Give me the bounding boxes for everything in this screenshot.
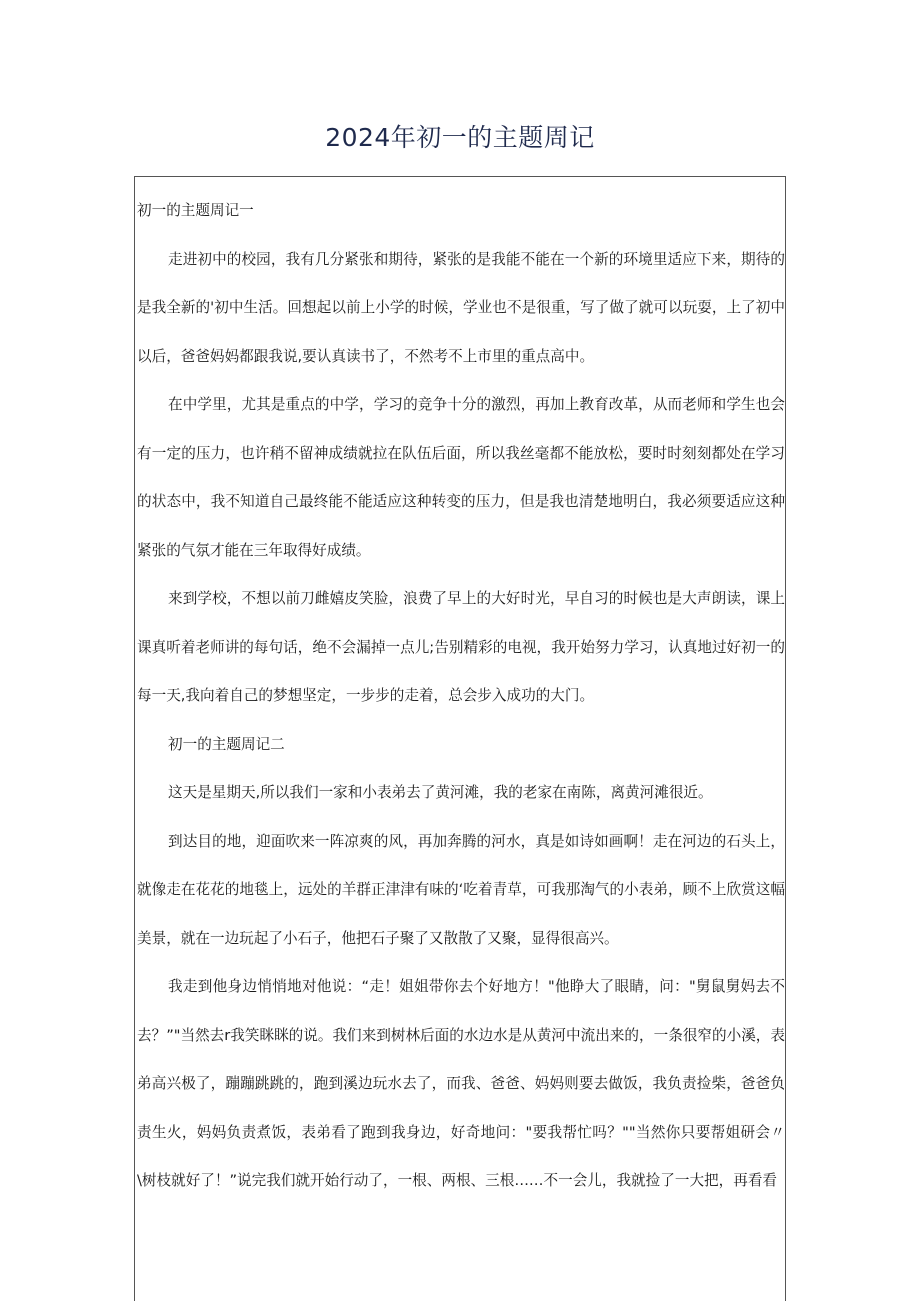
paragraph-6: 我走到他身边悄悄地对他说：“走！姐姐带你去个好地方！"他睁大了眼睛，问："舅鼠舅妈去不去？”"当然去r我笑眯眯的说。我们来到树林后面的水边水是从黄河中流出来的，一条很窄的小溪，表弟高兴极了，蹦蹦跳跳的，跑到溪边玩水去了，而我、爸爸、妈妈则要去做饭，我负责捡柴，爸爸负责生火，妈妈负责煮饭，表弟看了跑到我身边，好奇地问："要我帮忙吗？""当然你只要帮姐研会〃\树枝就好了！”说完我们就开始行动了，一根、两根、三根……不一会儿，我就捡了一大把，再看看 bbox=[137, 978, 785, 1189]
content-frame bbox=[134, 176, 786, 1301]
paragraph-2: 在中学里，尤其是重点的中学，学习的竞争十分的激烈，再加上教育改革，从而老师和学生也会有一定的压力，也许稍不留神成绩就拉在队伍后面，所以我丝毫都不能放松，要时时刻刻都处在学习的状态中，我不知道自己最终能不能适应这种转变的压力，但是我也清楚地明白，我必须要适应这种紧张的气氛才能在三年取得好成绩。 bbox=[137, 396, 785, 559]
paragraph-5: 到达目的地，迎面吹来一阵凉爽的风，再加奔腾的河水，真是如诗如画啊！走在河边的石头上，就像走在花花的地毯上，远处的羊群正津津有味的‘吃着青草，可我那淘气的小表弟，顾不上欣赏这幅美景，就在一边玩起了小石子，他把石子聚了又散散了又聚，显得很高兴。 bbox=[137, 832, 785, 947]
section-heading-2: 初一的主题周记二 bbox=[168, 735, 285, 753]
paragraph-1: 走进初中的校园，我有几分紧张和期待，紧张的是我能不能在一个新的环境里适应下来，期待的是我全新的'初中生活。回想起以前上小学的时候，学业也不是很重，写了做了就可以玩耍，上了初中以后，爸爸妈妈都跟我说,要认真读书了，不然考不上市里的重点高中。 bbox=[137, 250, 785, 365]
document-title: 2024年初一的主题周记 bbox=[325, 123, 595, 152]
paragraph-3: 来到学校，不想以前刀雌嬉皮笑脸，浪费了早上的大好时光，早自习的时候也是大声朗读，课上课真听着老师讲的每句话，绝不会漏掉一点儿;告别精彩的电视，我开始努力学习，认真地过好初一的每一天,我向着自己的梦想坚定，一步步的走着，总会步入成功的大门。 bbox=[137, 590, 785, 704]
frame-content bbox=[137, 187, 785, 1206]
paragraph-4: 这天是星期天,所以我们一家和小表弟去了黄河滩，我的老家在南陈，离黄河滩很近。 bbox=[168, 784, 713, 801]
section-heading-1: 初一的主题周记一 bbox=[137, 202, 254, 219]
